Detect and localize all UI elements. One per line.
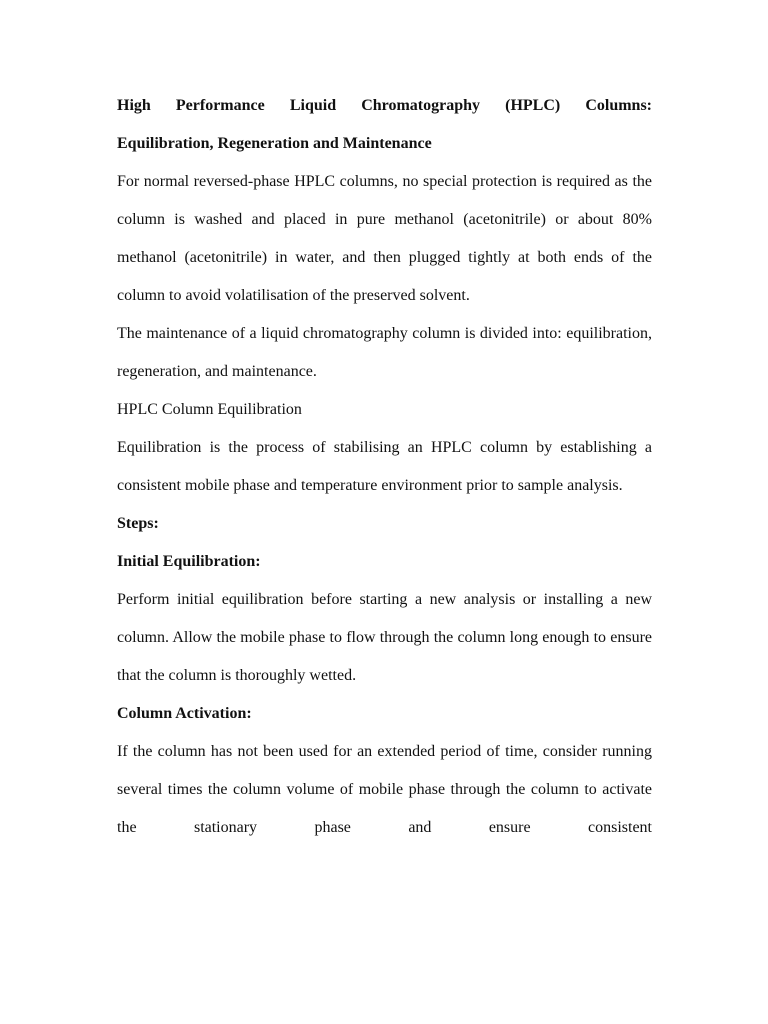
paragraph-initial-equilibration: Perform initial equilibration before starting a new analysis or installing a new column. Allow the mobile phase to flow through the column long enough to ensure that the column is thoroughly wetted.: [117, 591, 652, 684]
paragraph-equilibration-definition: Equilibration is the process of stabilising an HPLC column by establishing a consistent mobile phase and temperature environment prior to sample analysis.: [117, 439, 652, 494]
initial-equilibration-heading: Initial Equilibration:: [117, 553, 261, 570]
document-page: [117, 87, 652, 847]
section-heading-equilibration: HPLC Column Equilibration: [117, 401, 302, 418]
paragraph-maintenance-division: The maintenance of a liquid chromatography column is divided into: equilibration, regeneration, and maintenance.: [117, 325, 652, 380]
column-activation-heading: Column Activation:: [117, 705, 252, 722]
steps-heading: Steps:: [117, 515, 159, 532]
paragraph-column-activation: If the column has not been used for an extended period of time, consider running several times the column volume of mobile phase through the column to activate the stationary phase and ensure consistent: [117, 743, 652, 836]
document-title-line-2: Equilibration, Regeneration and Maintenance: [117, 135, 432, 152]
paragraph-reversed-phase-protection: For normal reversed-phase HPLC columns, no special protection is required as the column is washed and placed in pure methanol (acetonitrile) or about 80% methanol (acetonitrile) in water, and then plugged tightly at both ends of the column to avoid volatilisation of the preserved solvent.: [117, 173, 652, 304]
document-title-line-1: High Performance Liquid Chromatography (HPLC) Columns:: [117, 97, 652, 114]
